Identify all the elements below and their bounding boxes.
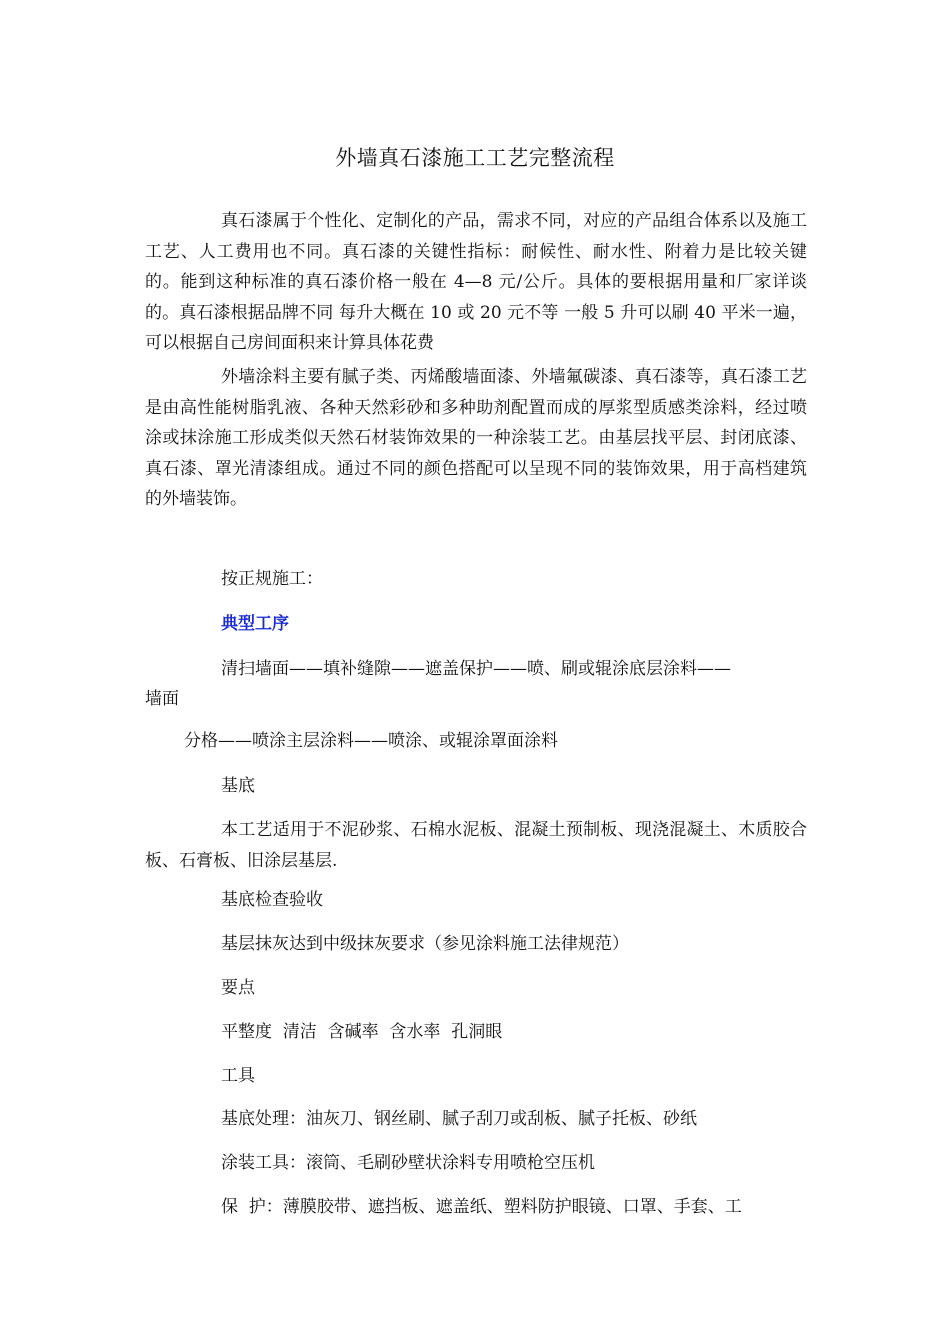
typical-process-heading: 典型工序 bbox=[221, 614, 289, 634]
intro-paragraph-2: 外墙涂料主要有腻子类、丙烯酸墙面漆、外墙氟碳漆、真石漆等，真石漆工艺是由高性能树脂乳液、各种天然彩砂和多种助剂配置而成的厚浆型质感类涂料，经过喷涂或抹涂施工形成类似天然石材装饰效果的一种涂装工艺。由基层找平层、封闭底漆、真石漆、罩光清漆组成。通过不同的颜色搭配可以呈现不同的装饰效果，用于高档建筑的外墙装饰。 bbox=[145, 367, 807, 509]
tools-heading: 工具 bbox=[221, 1066, 255, 1086]
intro-paragraph-1: 真石漆属于个性化、定制化的产品，需求不同，对应的产品组合体系以及施工工艺、人工费用也不同。真石漆的关键性指标：耐候性、耐水性、附着力是比较关键的。能到这种标准的真石漆价格一般在 4—8 元/公斤。具体的要根据用量和厂家详谈的。真石漆根据品牌不同 每升大概在 10 或 20 元不等 一般 5 升可以刷 40 平米一遍，可以根据自己房间面积来计算具体花费 bbox=[145, 211, 807, 353]
process-line-1: 清扫墙面——填补缝隙——遮盖保护——喷、刷或辊涂底层涂料—— bbox=[221, 659, 731, 679]
tools-protection: 保 护：薄膜胶带、遮挡板、遮盖纸、塑料防护眼镜、口罩、手套、工 bbox=[221, 1197, 742, 1217]
document-title: 外墙真石漆施工工艺完整流程 bbox=[335, 146, 615, 170]
process-line-1-wrap: 墙面 bbox=[145, 689, 179, 709]
tools-coating: 涂装工具：滚筒、毛刷砂壁状涂料专用喷枪空压机 bbox=[221, 1153, 595, 1173]
tools-substrate: 基底处理：油灰刀、钢丝刷、腻子刮刀或刮板、腻子托板、砂纸 bbox=[221, 1109, 697, 1129]
key-points: 平整度 清洁 含碱率 含水率 孔洞眼 bbox=[221, 1022, 503, 1042]
substrate-paragraph: 本工艺适用于不泥砂浆、石棉水泥板、混凝土预制板、现浇混凝土、木质胶合板、石膏板、旧涂层基层. bbox=[145, 820, 807, 871]
substrate-heading: 基底 bbox=[221, 776, 255, 796]
normal-construction-label: 按正规施工： bbox=[221, 569, 323, 589]
plaster-requirement: 基层抹灰达到中级抹灰要求（参见涂料施工法律规范） bbox=[221, 934, 629, 954]
substrate-inspection: 基底检查验收 bbox=[221, 890, 323, 910]
key-points-heading: 要点 bbox=[221, 978, 255, 998]
process-line-2: 分格——喷涂主层涂料——喷涂、或辊涂罩面涂料 bbox=[184, 731, 558, 751]
